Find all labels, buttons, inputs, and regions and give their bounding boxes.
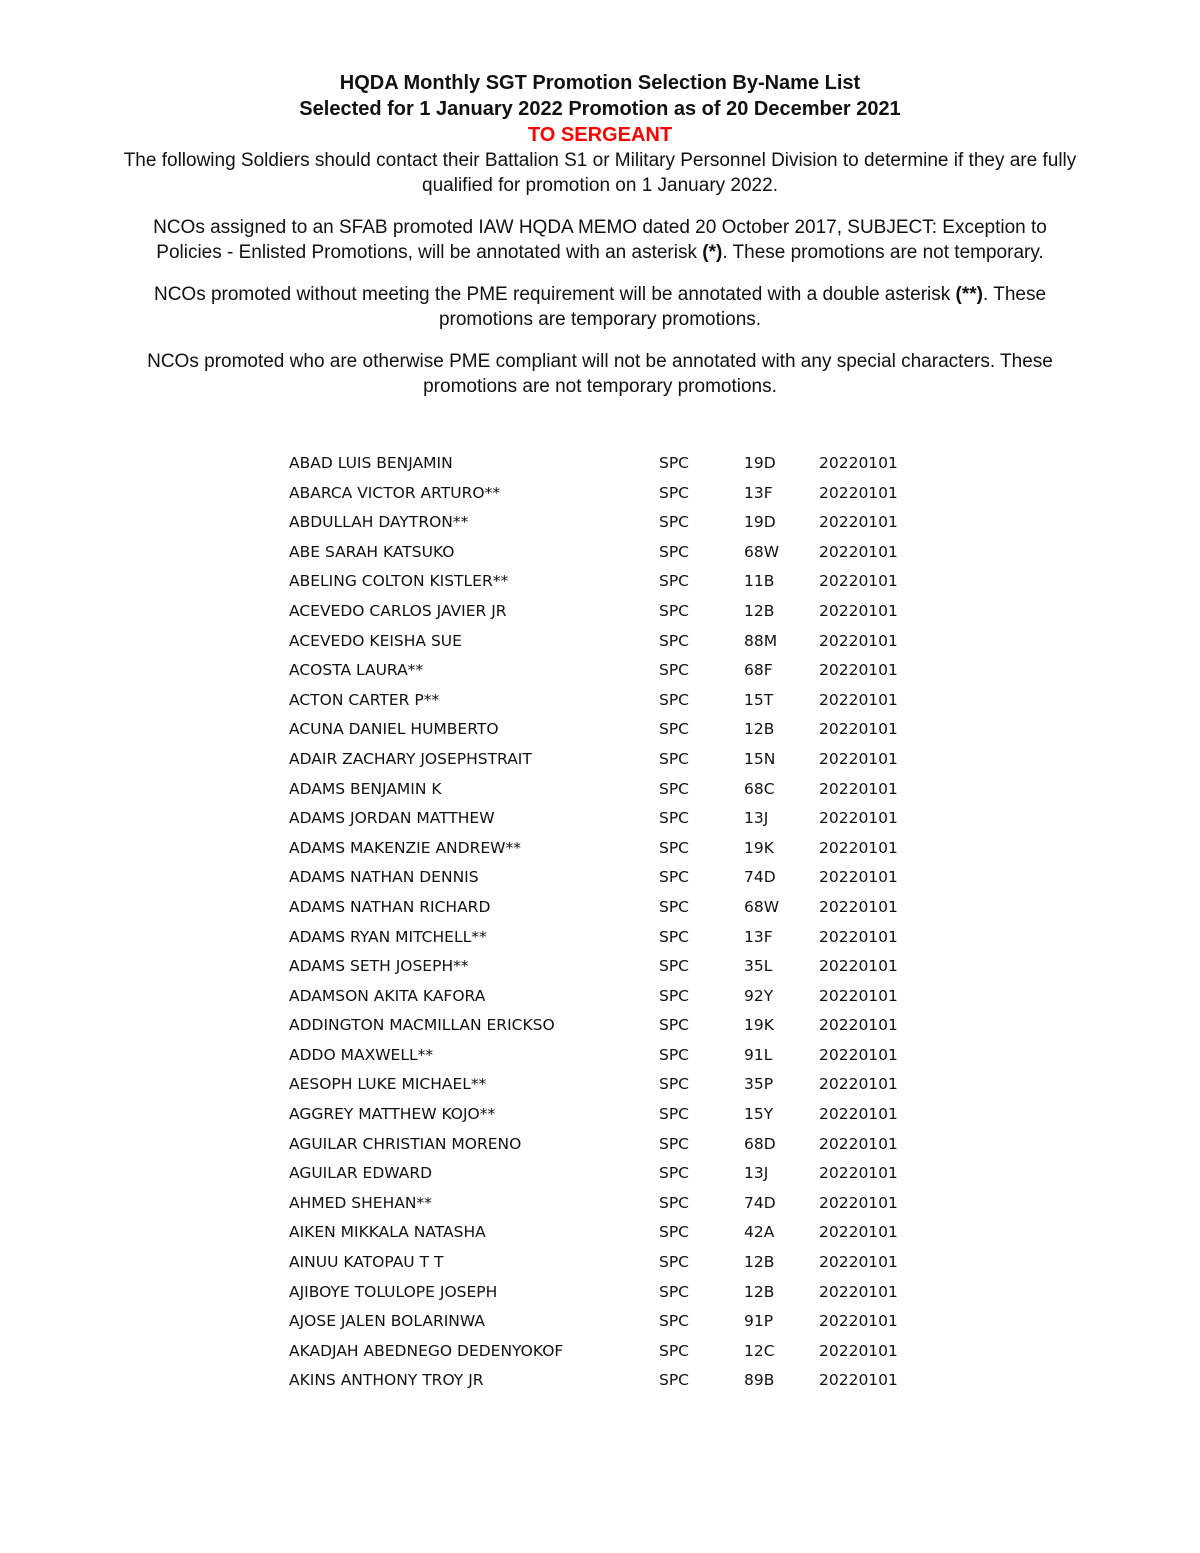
roster-row [289, 480, 929, 510]
mos: 89B [744, 1371, 775, 1390]
mos: 12B [744, 601, 775, 620]
promotion-date: 20220101 [819, 601, 898, 620]
roster-row [289, 568, 929, 598]
mos: 13F [744, 927, 773, 946]
promotion-date: 20220101 [819, 690, 898, 709]
promotion-date: 20220101 [819, 1134, 898, 1153]
promotion-date: 20220101 [819, 1282, 898, 1301]
soldier-name: ADAMS MAKENZIE ANDREW** [289, 838, 521, 857]
grade: SPC [659, 838, 690, 857]
roster-row [289, 983, 929, 1013]
promotion-date: 20220101 [819, 957, 898, 976]
mos: 35L [744, 957, 773, 976]
grade: SPC [659, 1105, 690, 1124]
soldier-name: ADAIR ZACHARY JOSEPHSTRAIT [289, 749, 532, 768]
grade: SPC [659, 1371, 690, 1390]
grade: SPC [659, 1193, 690, 1212]
roster-row [289, 835, 929, 865]
soldier-name: ADAMSON AKITA KAFORA [289, 986, 486, 1005]
contact-instructions-paragraph: The following Soldiers should contact their Battalion S1 or Military Personnel Division to determine if they are fully qualified for promotion on 1 January 2022. [123, 150, 1077, 196]
pme-compliant-paragraph: NCOs promoted who are otherwise PME compliant will not be annotated with any special characters. These promotions are not temporary promotions. [147, 351, 1053, 397]
mos: 42A [744, 1223, 775, 1242]
roster-row [289, 509, 929, 539]
roster-row [289, 1338, 929, 1368]
document-header [120, 70, 1080, 399]
soldier-name: AIKEN MIKKALA NATASHA [289, 1223, 486, 1242]
mos: 35P [744, 1075, 774, 1094]
promotion-date: 20220101 [819, 1341, 898, 1360]
grade: SPC [659, 868, 690, 887]
sfab-text-start: NCOs assigned to an SFAB promoted IAW HQDA MEMO dated 20 October 2017, SUBJECT: Exception to Policies - Enlisted Promotions, will be annotated with an asterisk [153, 217, 1047, 263]
promotion-date: 20220101 [819, 1016, 898, 1035]
mos: 11B [744, 572, 775, 591]
promotion-date: 20220101 [819, 1105, 898, 1124]
mos: 19D [744, 454, 776, 472]
soldier-name: ADDINGTON MACMILLAN ERICKSO [289, 1016, 555, 1035]
mos: 15Y [744, 1105, 774, 1124]
soldier-name: AGGREY MATTHEW KOJO** [289, 1105, 496, 1124]
grade: SPC [659, 1164, 690, 1183]
grade: SPC [659, 542, 690, 561]
grade: SPC [659, 986, 690, 1005]
roster-row [289, 1101, 929, 1131]
promotion-date: 20220101 [819, 1075, 898, 1094]
roster-row [289, 805, 929, 835]
mos: 15T [744, 690, 774, 709]
roster-row [289, 598, 929, 628]
roster-row [289, 1367, 929, 1397]
promotion-date: 20220101 [819, 749, 898, 768]
roster-row [289, 864, 929, 894]
mos: 68D [744, 1134, 776, 1153]
soldier-name: AJIBOYE TOLULOPE JOSEPH [289, 1282, 498, 1301]
mos: 19D [744, 513, 776, 532]
roster-row [289, 687, 929, 717]
roster-row [289, 1042, 929, 1072]
roster-row [289, 746, 929, 776]
mos: 13F [744, 483, 773, 502]
grade: SPC [659, 779, 690, 798]
soldier-name: ABELING COLTON KISTLER** [289, 572, 509, 591]
roster-row [289, 1219, 929, 1249]
mos: 88M [744, 631, 778, 650]
pme-text-start: NCOs promoted without meeting the PME requirement will be annotated with a double asterisk [153, 284, 956, 305]
roster-row [289, 657, 929, 687]
soldier-name: AJOSE JALEN BOLARINWA [289, 1312, 485, 1331]
roster-row [289, 1308, 929, 1338]
promotion-date: 20220101 [819, 720, 898, 739]
grade: SPC [659, 1223, 690, 1242]
soldier-name: AHMED SHEHAN** [289, 1193, 432, 1212]
grade: SPC [659, 1253, 690, 1272]
mos: 91P [744, 1312, 774, 1331]
sfab-text-end: . These promotions are not temporary. [722, 242, 1044, 263]
grade: SPC [659, 927, 690, 946]
roster-row [289, 1190, 929, 1220]
promotion-date: 20220101 [819, 513, 898, 532]
promotion-date: 20220101 [819, 986, 898, 1005]
mos: 92Y [744, 986, 774, 1005]
soldier-name: ACEVEDO KEISHA SUE [289, 631, 462, 650]
promotion-date: 20220101 [819, 927, 898, 946]
promotion-date: 20220101 [819, 868, 898, 887]
mos: 68W [744, 542, 780, 561]
promotion-date: 20220101 [819, 1312, 898, 1331]
mos: 68W [744, 897, 780, 916]
grade: SPC [659, 897, 690, 916]
grade: SPC [659, 720, 690, 739]
mos: 19K [744, 1016, 774, 1035]
soldier-name: AKADJAH ABEDNEGO DEDENYOKOF [289, 1341, 564, 1360]
promotion-to-heading: TO SERGEANT [527, 124, 673, 146]
double-asterisk-marker: (**) [955, 284, 983, 305]
mos: 13J [744, 809, 769, 828]
soldier-name: ACOSTA LAURA** [289, 661, 424, 680]
soldier-name: ACEVEDO CARLOS JAVIER JR [289, 601, 507, 620]
soldier-name: ADAMS BENJAMIN K [289, 779, 442, 798]
soldier-name: ABE SARAH KATSUKO [289, 542, 455, 561]
soldier-name: ADAMS JORDAN MATTHEW [289, 809, 495, 828]
soldier-name: ABARCA VICTOR ARTURO** [289, 483, 501, 502]
roster-row [289, 1071, 929, 1101]
grade: SPC [659, 1134, 690, 1153]
grade: SPC [659, 809, 690, 828]
grade: SPC [659, 483, 690, 502]
grade: SPC [659, 631, 690, 650]
grade: SPC [659, 1312, 690, 1331]
promotion-date: 20220101 [819, 1223, 898, 1242]
soldier-name: AGUILAR EDWARD [289, 1164, 433, 1183]
selection-date-line: Selected for 1 January 2022 Promotion as of 20 December 2021 [299, 98, 901, 120]
mos: 12C [744, 1341, 775, 1360]
soldier-name: ABDULLAH DAYTRON** [289, 513, 469, 532]
roster-row [289, 539, 929, 569]
mos: 19K [744, 838, 774, 857]
soldier-name: ADAMS RYAN MITCHELL** [289, 927, 487, 946]
mos: 13J [744, 1164, 769, 1183]
promotion-date: 20220101 [819, 542, 898, 561]
roster-list [289, 450, 929, 1397]
mos: 12B [744, 720, 775, 739]
mos: 15N [744, 749, 776, 768]
soldier-name: ABAD LUIS BENJAMIN [289, 454, 453, 472]
soldier-name: ADAMS SETH JOSEPH** [289, 957, 469, 976]
mos: 91L [744, 1045, 773, 1064]
mos: 68F [744, 661, 773, 680]
promotion-date: 20220101 [819, 838, 898, 857]
promotion-date: 20220101 [819, 779, 898, 798]
grade: SPC [659, 513, 690, 532]
promotion-date: 20220101 [819, 1253, 898, 1272]
grade: SPC [659, 1045, 690, 1064]
mos: 12B [744, 1282, 775, 1301]
mos: 12B [744, 1253, 775, 1272]
roster-row [289, 1160, 929, 1190]
pme-annotation-paragraph [120, 282, 1080, 332]
promotion-date: 20220101 [819, 1164, 898, 1183]
pme-text-end: . These promotions are temporary promotions. [438, 284, 1047, 330]
single-asterisk-marker: (*) [702, 242, 723, 263]
grade: SPC [659, 601, 690, 620]
roster-row [289, 1249, 929, 1279]
promotion-date: 20220101 [819, 483, 898, 502]
soldier-name: AKINS ANTHONY TROY JR [289, 1371, 484, 1390]
grade: SPC [659, 572, 690, 591]
roster-row [289, 1279, 929, 1309]
promotion-date: 20220101 [819, 454, 898, 472]
grade: SPC [659, 454, 690, 472]
promotion-date: 20220101 [819, 809, 898, 828]
soldier-name: AINUU KATOPAU T T [289, 1253, 444, 1272]
grade: SPC [659, 749, 690, 768]
document-title: HQDA Monthly SGT Promotion Selection By-Name List [339, 72, 861, 94]
grade: SPC [659, 957, 690, 976]
soldier-name: ADDO MAXWELL** [289, 1045, 434, 1064]
roster-row [289, 1131, 929, 1161]
roster-row [289, 628, 929, 658]
soldier-name: ACTON CARTER P** [289, 690, 440, 709]
promotion-date: 20220101 [819, 1045, 898, 1064]
mos: 68C [744, 779, 775, 798]
roster-row [289, 924, 929, 954]
grade: SPC [659, 1016, 690, 1035]
promotion-date: 20220101 [819, 661, 898, 680]
grade: SPC [659, 690, 690, 709]
soldier-name: ACUNA DANIEL HUMBERTO [289, 720, 499, 739]
promotion-date: 20220101 [819, 631, 898, 650]
promotion-date: 20220101 [819, 1371, 898, 1390]
soldier-name: AGUILAR CHRISTIAN MORENO [289, 1134, 522, 1153]
grade: SPC [659, 1341, 690, 1360]
soldier-name: AESOPH LUKE MICHAEL** [289, 1075, 487, 1094]
roster-row [289, 776, 929, 806]
roster-row [289, 953, 929, 983]
mos: 74D [744, 1193, 776, 1212]
grade: SPC [659, 1282, 690, 1301]
promotion-date: 20220101 [819, 1193, 898, 1212]
promotion-date: 20220101 [819, 572, 898, 591]
roster-row [289, 716, 929, 746]
soldier-name: ADAMS NATHAN RICHARD [289, 897, 491, 916]
promotion-date: 20220101 [819, 897, 898, 916]
mos: 74D [744, 868, 776, 887]
sfab-annotation-paragraph [120, 215, 1080, 265]
grade: SPC [659, 1075, 690, 1094]
grade: SPC [659, 661, 690, 680]
roster-row [289, 450, 929, 480]
roster-row [289, 1012, 929, 1042]
soldier-name: ADAMS NATHAN DENNIS [289, 868, 479, 887]
roster-row [289, 894, 929, 924]
